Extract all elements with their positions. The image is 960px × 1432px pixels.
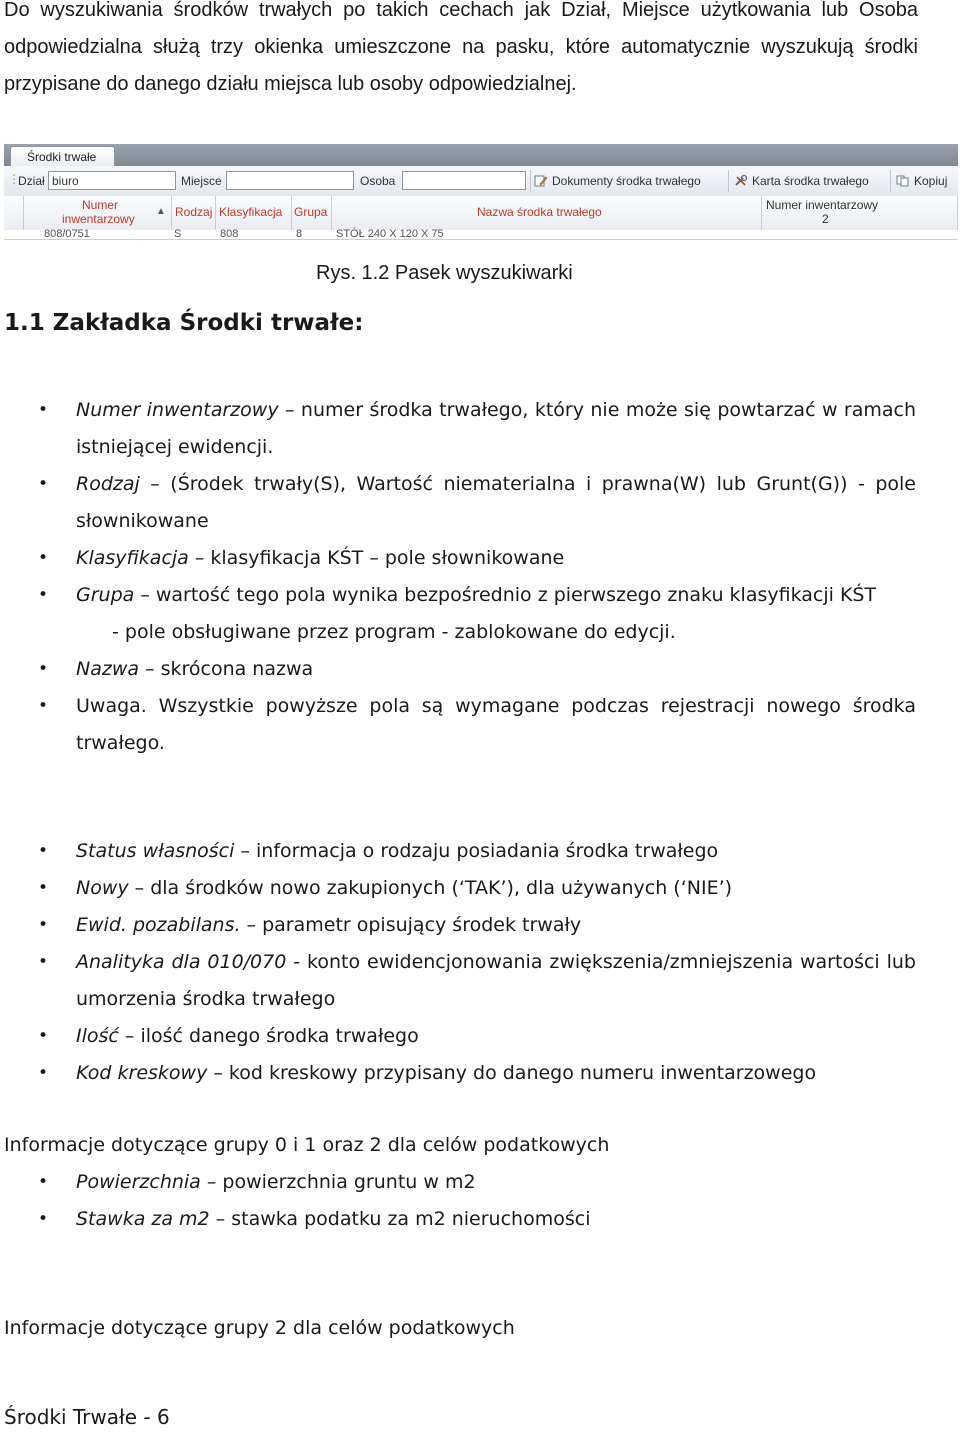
field-list-tax — [0, 1164, 960, 1238]
dokumenty-button[interactable] — [534, 174, 701, 188]
field-term: Kod kreskowy — [76, 1062, 208, 1084]
field-term: Numer inwentarzowy — [76, 399, 279, 421]
list-item — [0, 392, 916, 466]
field-description: – dla środków nowo zakupionych (‘TAK’), dla używanych (‘NIE’) — [128, 877, 733, 899]
list-item — [0, 907, 916, 944]
table-row[interactable] — [4, 230, 958, 240]
sort-ascending-icon: ▲ — [156, 206, 166, 217]
list-item — [0, 944, 916, 1018]
col-count-label: Numer inwentarzowy — [766, 198, 879, 212]
col-numer-line1: Numer — [82, 198, 119, 212]
field-description: – informacja o rodzaju posiadania środka trwałego — [234, 840, 719, 862]
osoba-input[interactable] — [402, 171, 526, 190]
tab-srodki-trwale[interactable]: Środki trwałe — [10, 146, 115, 167]
field-description: – ilość danego środka trwałego — [118, 1025, 419, 1047]
copy-icon — [896, 175, 910, 187]
toolbar-divider — [728, 170, 729, 192]
miejsce-label: Miejsce — [181, 174, 222, 188]
col-nazwa[interactable] — [332, 196, 762, 230]
field-term: Status własności — [76, 840, 235, 862]
grid-header — [4, 196, 958, 230]
intro-paragraph: Do wyszukiwania środków trwałych po takich cechach jak Dział, Miejsce użytkowania lub Osoba odpowiedzialna służą trzy okienka umieszczone na pasku, które automatycznie wyszukują środki przypisane do danego działu miejsca lub osoby odpowiedzialnej. — [4, 0, 918, 95]
field-list-main — [0, 392, 960, 762]
col-grupa[interactable] — [292, 196, 332, 230]
figure-caption: Rys. 1.2 Pasek wyszukiwarki — [316, 262, 573, 284]
field-description: – (Środek trwały(S), Wartość niematerialna i prawna(W) lub Grunt(G)) - pole słownikowane — [76, 473, 916, 532]
field-description: – powierzchnia gruntu w m2 — [200, 1171, 476, 1193]
document-pencil-icon — [534, 175, 548, 187]
list-item — [0, 651, 916, 688]
col-count-value: 2 — [822, 212, 829, 226]
karta-label: Karta środka trwałego — [752, 174, 869, 188]
list-item — [0, 870, 916, 907]
field-term: Stawka za m2 — [76, 1208, 210, 1230]
field-term: Grupa — [76, 584, 135, 606]
field-description: – stawka podatku za m2 nieruchomości — [209, 1208, 591, 1230]
search-bar-screenshot — [4, 144, 958, 240]
list-item — [0, 540, 916, 577]
miejsce-input[interactable] — [226, 171, 354, 190]
col-rodzaj-label: Rodzaj — [175, 205, 213, 219]
kopiuj-label: Kopiuj — [914, 174, 948, 188]
col-nazwa-label: Nazwa środka trwałego — [477, 205, 602, 219]
field-description: – parametr opisujący środek trwały — [240, 914, 582, 936]
dzial-label: Dział — [18, 174, 45, 188]
field-term: Klasyfikacja — [76, 547, 189, 569]
list-item — [0, 614, 952, 651]
list-item — [0, 1164, 916, 1201]
field-term: Nazwa — [76, 658, 140, 680]
list-item — [0, 833, 916, 870]
list-item — [0, 688, 916, 762]
field-description: – skrócona nazwa — [139, 658, 314, 680]
list-item — [0, 1201, 916, 1238]
list-item — [0, 1055, 916, 1092]
field-term: Nowy — [76, 877, 129, 899]
field-list-additional — [0, 833, 960, 1092]
col-grupa-label: Grupa — [294, 205, 328, 219]
field-description: – kod kreskowy przypisany do danego numeru inwentarzowego — [207, 1062, 817, 1084]
col-numer-line2: inwentarzowy — [62, 212, 135, 226]
field-description: – klasyfikacja KŚT – pole słownikowane — [188, 547, 565, 569]
field-description: - pole obsługiwane przez program - zablokowane do edycji. — [112, 621, 676, 643]
cell-klasyfikacja: 808 — [220, 228, 239, 240]
col-klasyfikacja[interactable] — [216, 196, 292, 230]
cell-rodzaj: S — [174, 228, 182, 240]
tax-info-heading-1: Informacje dotyczące grupy 0 i 1 oraz 2 dla celów podatkowych — [4, 1134, 610, 1156]
col-count — [762, 196, 958, 230]
field-description: – numer środka trwałego, który nie może się powtarzać w ramach istniejącej ewidencji. — [76, 399, 916, 458]
osoba-label: Osoba — [360, 174, 396, 188]
col-numer-inwentarzowy[interactable] — [24, 196, 172, 230]
dzial-input[interactable]: biuro — [48, 171, 176, 190]
cell-numer: 808/0751 — [44, 228, 90, 240]
tools-icon — [734, 175, 748, 187]
col-klasyfikacja-label: Klasyfikacja — [219, 205, 283, 219]
col-rodzaj[interactable] — [172, 196, 216, 230]
cell-nazwa: STÓŁ 240 X 120 X 75 — [336, 228, 444, 240]
karta-button[interactable] — [734, 174, 869, 188]
cell-grupa: 8 — [296, 228, 303, 240]
search-toolbar — [4, 166, 958, 197]
section-heading: 1.1 Zakładka Środki trwałe: — [4, 310, 364, 336]
field-term: Powierzchnia — [76, 1171, 201, 1193]
grip-icon: ⋮ — [8, 172, 20, 186]
field-term: Analityka dla 010/070 — [76, 951, 287, 973]
dokumenty-label: Dokumenty środka trwałego — [552, 174, 701, 188]
toolbar-divider — [890, 170, 891, 192]
field-term: Ewid. pozabilans. — [76, 914, 241, 936]
tab-bar — [4, 144, 958, 166]
tax-info-heading-2: Informacje dotyczące grupy 2 dla celów podatkowych — [4, 1317, 515, 1339]
toolbar-divider — [530, 170, 531, 192]
list-item — [0, 466, 916, 540]
field-term: Rodzaj — [76, 473, 140, 495]
list-item — [0, 577, 916, 614]
field-description: – wartość tego pola wynika bezpośrednio z pierwszego znaku klasyfikacji KŚT — [134, 584, 877, 606]
list-item — [0, 1018, 916, 1055]
kopiuj-button[interactable] — [896, 174, 947, 188]
field-term: Ilość — [76, 1025, 119, 1047]
page-footer: Środki Trwałe - 6 — [4, 1405, 170, 1429]
row-selector-column — [4, 196, 24, 230]
field-description: Uwaga. Wszystkie powyższe pola są wymagane podczas rejestracji nowego środka trwałego. — [76, 695, 916, 754]
field-description: - konto ewidencjonowania zwiększenia/zmniejszenia wartości lub umorzenia środka trwałego — [76, 951, 916, 1010]
